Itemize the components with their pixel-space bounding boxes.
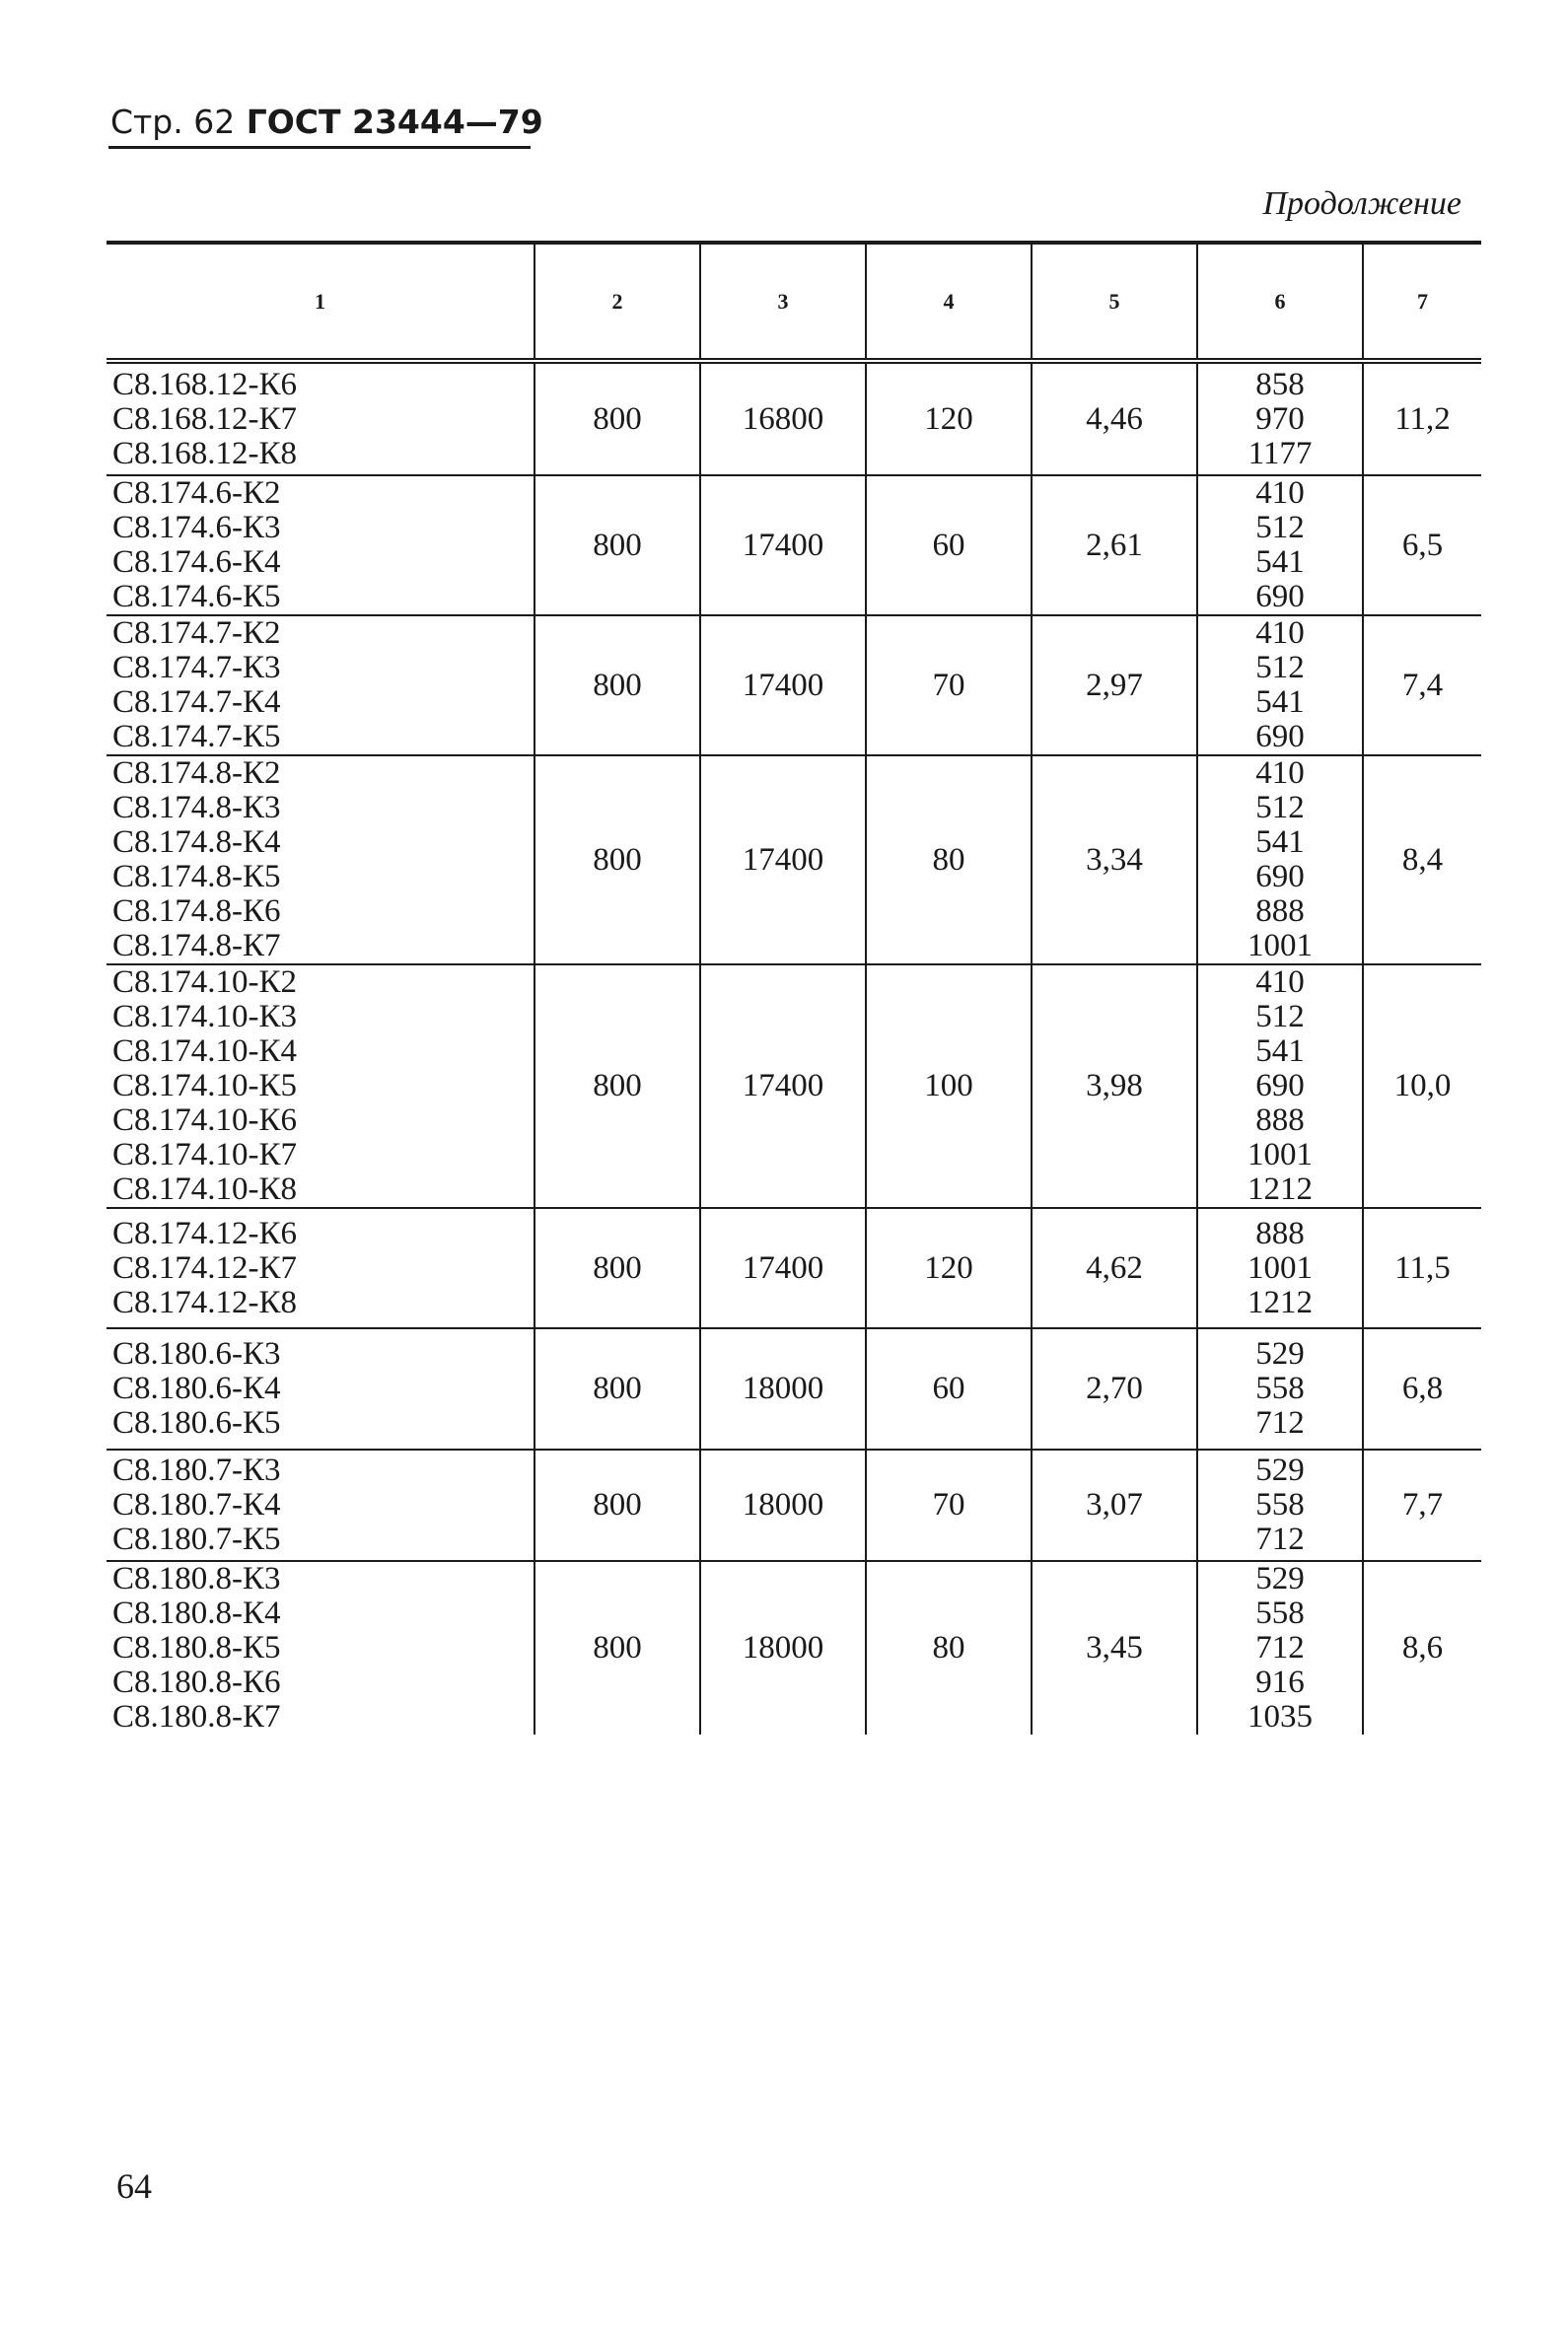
c6-value: 916 [1255,1665,1305,1700]
mark-code: С8.174.10-К5 [112,1068,298,1103]
mark-code: С8.168.12-К7 [112,400,298,437]
mark-cell [107,1561,535,1735]
value-cell-c3: 17400 [700,964,866,1208]
value-cell-c3: 17400 [700,475,866,615]
value-cell-c6 [1197,475,1363,615]
page-header-prefix: Стр. 62 [110,103,236,141]
column-header-2: 2 [535,243,700,361]
mark-code: С8.174.12-К6 [112,1215,298,1251]
mark-code: С8.174.12-К8 [112,1284,298,1320]
value-cell-c2: 800 [535,755,700,964]
table-row [107,361,1481,475]
value-cell-c4: 60 [866,1328,1032,1450]
value-cell-c7: 7,4 [1363,615,1481,755]
mark-code: С8.174.10-К3 [112,999,298,1034]
value-cell-c3: 17400 [700,615,866,755]
value-cell-c3: 18000 [700,1561,866,1735]
c6-value: 690 [1255,859,1305,894]
mark-code: С8.180.8-К4 [112,1595,281,1631]
c6-value: 690 [1255,1068,1305,1103]
c6-value: 1001 [1247,1249,1313,1286]
c6-value: 712 [1255,1405,1305,1441]
value-cell-c6 [1197,1208,1363,1328]
value-cell-c4: 60 [866,475,1032,615]
value-cell-c5: 3,98 [1032,964,1197,1208]
header-rule [108,146,531,149]
value-cell-c5: 3,07 [1032,1450,1197,1561]
column-header-3: 3 [700,243,866,361]
value-cell-c4: 80 [866,1561,1032,1735]
mark-code: С8.168.12-К6 [112,366,298,402]
value-cell-c6 [1197,1450,1363,1561]
value-cell-c7: 11,2 [1363,361,1481,475]
mark-code: С8.180.6-К4 [112,1371,281,1406]
mark-code: С8.180.8-К7 [112,1699,281,1735]
mark-code: С8.174.6-К3 [112,510,281,545]
mark-code: С8.174.10-К4 [112,1033,298,1069]
column-header-4: 4 [866,243,1032,361]
c6-value: 410 [1255,475,1305,511]
mark-code: С8.174.8-К3 [112,790,281,825]
mark-cell [107,1328,535,1450]
continued-label: Продолжение [1262,185,1461,222]
value-cell-c5: 2,70 [1032,1328,1197,1450]
header-row [107,243,1481,361]
mark-code: С8.174.7-К3 [112,650,281,685]
c6-value: 690 [1255,719,1305,754]
value-cell-c6 [1197,964,1363,1208]
c6-value: 512 [1255,510,1305,545]
value-cell-c2: 800 [535,1328,700,1450]
value-cell-c3: 18000 [700,1450,866,1561]
mark-code: С8.174.8-К6 [112,893,281,929]
page-header [110,103,543,141]
mark-cell [107,755,535,964]
table-row [107,964,1481,1208]
mark-code: С8.180.8-К3 [112,1561,281,1596]
c6-value: 410 [1255,964,1305,1000]
table-row [107,1328,1481,1450]
c6-value: 1212 [1247,1171,1313,1207]
value-cell-c6 [1197,755,1363,964]
mark-code: С8.174.6-К2 [112,475,281,511]
c6-value: 1177 [1247,435,1313,471]
mark-code: С8.174.8-К2 [112,755,281,791]
value-cell-c6 [1197,615,1363,755]
mark-code: С8.174.10-К6 [112,1102,298,1138]
mark-code: С8.180.8-К5 [112,1630,281,1666]
c6-value: 690 [1255,579,1305,614]
c6-value: 712 [1255,1630,1305,1666]
mark-code: С8.174.10-К7 [112,1137,298,1172]
mark-code: С8.180.6-К3 [112,1336,281,1372]
value-cell-c2: 800 [535,1450,700,1561]
table-header [107,243,1481,361]
value-cell-c2: 800 [535,1208,700,1328]
c6-value: 1001 [1247,928,1313,963]
mark-code: С8.174.10-К2 [112,964,298,1000]
value-cell-c3: 16800 [700,361,866,475]
c6-value: 541 [1255,1033,1305,1069]
value-cell-c6 [1197,1561,1363,1735]
column-header-1: 1 [107,243,535,361]
mark-code: С8.180.7-К3 [112,1453,281,1488]
mark-code: С8.174.10-К8 [112,1171,298,1207]
c6-value: 541 [1255,544,1305,580]
column-header-5: 5 [1032,243,1197,361]
c6-value: 558 [1255,1371,1305,1406]
c6-value: 529 [1255,1453,1305,1488]
c6-value: 529 [1255,1561,1305,1596]
c6-value: 558 [1255,1487,1305,1523]
table-row [107,1208,1481,1328]
value-cell-c5: 2,97 [1032,615,1197,755]
value-cell-c4: 120 [866,1208,1032,1328]
value-cell-c2: 800 [535,475,700,615]
value-cell-c3: 17400 [700,1208,866,1328]
mark-code: С8.174.7-К4 [112,684,281,720]
value-cell-c7: 10,0 [1363,964,1481,1208]
mark-code: С8.174.6-К5 [112,579,281,614]
value-cell-c3: 17400 [700,755,866,964]
value-cell-c7: 8,6 [1363,1561,1481,1735]
c6-value: 1212 [1247,1284,1313,1320]
table-row [107,1561,1481,1735]
standard-number: ГОСТ 23444—79 [246,103,543,141]
mark-code: С8.180.8-К6 [112,1665,281,1700]
c6-value: 410 [1255,755,1305,791]
c6-value: 529 [1255,1336,1305,1372]
c6-value: 541 [1255,684,1305,720]
value-cell-c7: 6,8 [1363,1328,1481,1450]
mark-code: С8.174.12-К7 [112,1249,298,1286]
mark-code: С8.180.7-К4 [112,1487,281,1523]
value-cell-c2: 800 [535,361,700,475]
mark-cell [107,361,535,475]
c6-value: 512 [1255,790,1305,825]
mark-code: С8.174.8-К4 [112,824,281,860]
mark-cell [107,615,535,755]
c6-value: 888 [1255,1215,1305,1251]
mark-code: С8.174.8-К5 [112,859,281,894]
value-cell-c6 [1197,1328,1363,1450]
value-cell-c2: 800 [535,615,700,755]
c6-value: 512 [1255,650,1305,685]
value-cell-c7: 8,4 [1363,755,1481,964]
mark-code: С8.180.6-К5 [112,1405,281,1441]
table-row [107,475,1481,615]
c6-value: 512 [1255,999,1305,1034]
mark-cell [107,1450,535,1561]
value-cell-c6 [1197,361,1363,475]
column-header-7: 7 [1363,243,1481,361]
value-cell-c5: 4,46 [1032,361,1197,475]
mark-code: С8.174.8-К7 [112,928,281,963]
column-header-6: 6 [1197,243,1363,361]
value-cell-c4: 120 [866,361,1032,475]
value-cell-c7: 7,7 [1363,1450,1481,1561]
specification-table [107,241,1481,1735]
value-cell-c3: 18000 [700,1328,866,1450]
mark-code: С8.174.7-К2 [112,615,281,651]
mark-code: С8.174.6-К4 [112,544,281,580]
mark-cell [107,1208,535,1328]
value-cell-c5: 4,62 [1032,1208,1197,1328]
mark-cell [107,475,535,615]
mark-code: С8.168.12-К8 [112,435,298,471]
value-cell-c5: 3,34 [1032,755,1197,964]
c6-value: 970 [1255,400,1305,437]
c6-value: 410 [1255,615,1305,651]
c6-value: 888 [1255,1102,1305,1138]
table-row [107,755,1481,964]
value-cell-c5: 2,61 [1032,475,1197,615]
value-cell-c2: 800 [535,964,700,1208]
value-cell-c7: 11,5 [1363,1208,1481,1328]
value-cell-c2: 800 [535,1561,700,1735]
value-cell-c7: 6,5 [1363,475,1481,615]
value-cell-c4: 70 [866,1450,1032,1561]
table-body [107,361,1481,1735]
value-cell-c4: 80 [866,755,1032,964]
value-cell-c4: 100 [866,964,1032,1208]
c6-value: 541 [1255,824,1305,860]
table-row [107,615,1481,755]
mark-cell [107,964,535,1208]
mark-code: С8.180.7-К5 [112,1522,281,1557]
table-row [107,1450,1481,1561]
c6-value: 858 [1255,366,1305,402]
c6-value: 1001 [1247,1137,1313,1172]
c6-value: 1035 [1247,1699,1313,1735]
c6-value: 712 [1255,1522,1305,1557]
value-cell-c5: 3,45 [1032,1561,1197,1735]
c6-value: 558 [1255,1595,1305,1631]
mark-code: С8.174.7-К5 [112,719,281,754]
value-cell-c4: 70 [866,615,1032,755]
page-number: 64 [116,2166,152,2206]
c6-value: 888 [1255,893,1305,929]
